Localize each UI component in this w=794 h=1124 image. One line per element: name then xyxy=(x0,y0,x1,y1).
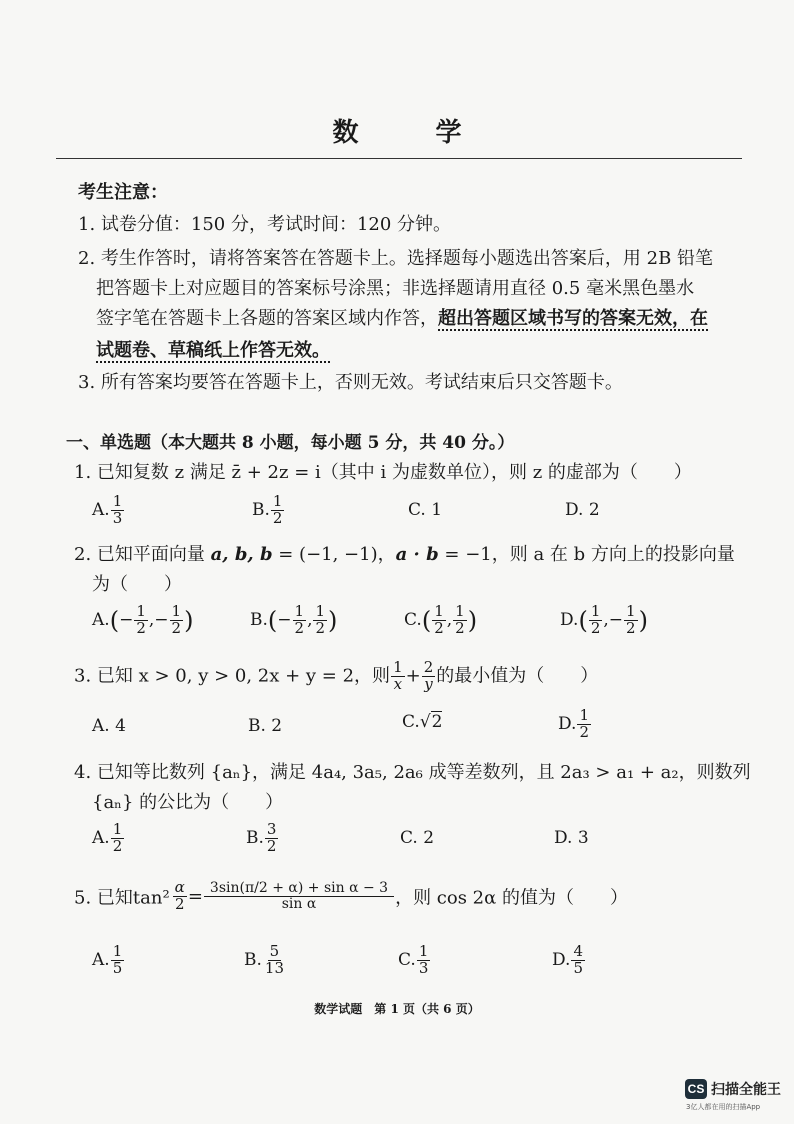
fraction xyxy=(624,604,638,637)
fraction xyxy=(422,660,436,693)
frac-den: 2 xyxy=(434,618,444,637)
paren: ) xyxy=(467,606,478,635)
frac-den: y xyxy=(424,674,433,693)
fraction xyxy=(293,604,307,637)
option-label: A. xyxy=(92,499,110,520)
frac-den: 2 xyxy=(171,618,182,637)
q2-option-b xyxy=(250,604,337,637)
equals: = xyxy=(187,885,203,907)
q2-stem-mid: = (−1, −1)， xyxy=(272,544,396,565)
q4-option-b xyxy=(246,822,279,855)
paren: ( xyxy=(421,606,432,635)
notice-heading: 考生注意： xyxy=(78,182,168,203)
option-label: D. xyxy=(558,713,577,734)
fraction-main xyxy=(204,881,394,911)
frac-num: 5 xyxy=(269,942,280,960)
notice-item-3: 3. 所有答案均要答在答题卡上，否则无效。考试结束后只交答题卡。 xyxy=(78,372,623,393)
paren: ) xyxy=(328,606,338,635)
notice-item-2-line-3 xyxy=(96,304,708,330)
option-label: B. xyxy=(244,949,262,970)
camscanner-logo-icon: CS xyxy=(685,1079,707,1099)
frac-den: 13 xyxy=(264,958,284,977)
fraction xyxy=(111,822,125,855)
watermark-tagline: 3亿人都在用的扫描App xyxy=(686,1103,761,1111)
fraction xyxy=(134,604,148,637)
q4-option-c: C. 2 xyxy=(400,828,435,848)
option-label: B. xyxy=(246,827,264,848)
frac-num: 1 xyxy=(112,820,123,838)
option-label: D. xyxy=(560,609,579,630)
title-divider xyxy=(56,158,742,159)
frac-den: 2 xyxy=(315,618,326,637)
frac-den: 2 xyxy=(272,508,283,527)
minus: − xyxy=(608,609,624,630)
q5-stem-pre: 5. 已知tan² xyxy=(74,887,170,909)
option-label: A. xyxy=(92,827,110,848)
frac-den: 2 xyxy=(294,618,305,637)
question-5-stem xyxy=(74,880,628,926)
q3-stem-post: 的最小值为（ ） xyxy=(436,665,599,687)
frac-num: 3sin(π/2 + α) + sin α − 3 xyxy=(204,881,394,897)
option-label: A. xyxy=(92,949,110,970)
frac-num: 1 xyxy=(455,602,465,620)
fraction xyxy=(170,604,184,637)
q2-stem-post: = −1，则 a 在 b 方向上的投影向量 xyxy=(438,544,735,565)
option-label: C. xyxy=(404,609,422,630)
q4-option-a xyxy=(92,822,125,855)
fraction xyxy=(417,944,431,977)
option-label: B. xyxy=(252,499,270,520)
fraction xyxy=(313,604,327,637)
section-heading: 一、单选题（本大题共 8 小题，每小题 5 分，共 40 分。） xyxy=(66,433,515,453)
frac-den: 3 xyxy=(418,958,429,977)
watermark-app-name: 扫描全能王 xyxy=(711,1082,781,1098)
option-label: A. xyxy=(92,609,110,630)
option-label: C. xyxy=(398,949,416,970)
q1-option-a xyxy=(92,494,125,527)
fraction-alpha-half xyxy=(173,880,187,913)
notice-item-2-line-4 xyxy=(96,336,330,362)
frac-num: 1 xyxy=(171,602,182,620)
minus: − xyxy=(277,609,292,630)
fraction xyxy=(111,944,125,977)
question-3-stem xyxy=(74,660,598,693)
minus: − xyxy=(154,609,169,630)
notice-item-1: 1. 试卷分值：150 分，考试时间：120 分钟。 xyxy=(78,214,452,235)
paren: ( xyxy=(267,606,278,635)
comma: , xyxy=(148,609,155,630)
question-1-stem: 1. 已知复数 z 满足 z̄ + 2z = i（其中 i 为虚数单位），则 z 的虚部为（ ） xyxy=(74,462,692,483)
frac-den: sin α xyxy=(281,895,317,912)
q3-stem-pre: 3. 已知 x > 0, y > 0, 2x + y = 2，则 xyxy=(74,665,391,687)
page-title: 数 学 xyxy=(332,118,496,148)
fraction xyxy=(263,944,286,977)
plus: + xyxy=(405,665,421,687)
sqrt-icon: √ xyxy=(419,712,431,732)
frac-num: 1 xyxy=(315,602,326,620)
frac-num: 1 xyxy=(418,942,429,960)
frac-den: 5 xyxy=(573,958,583,977)
q5-option-c xyxy=(398,944,431,977)
frac-den: 2 xyxy=(112,836,123,855)
frac-num: 1 xyxy=(272,492,283,510)
frac-num: 1 xyxy=(393,658,403,676)
frac-num: 4 xyxy=(573,942,583,960)
question-2-stem xyxy=(74,540,735,566)
frac-den: 2 xyxy=(136,618,146,637)
q2-option-c xyxy=(404,604,477,637)
frac-num: 2 xyxy=(423,658,434,676)
frac-num: 3 xyxy=(266,820,277,838)
frac-num: 1 xyxy=(112,942,123,960)
page-footer: 数学试题 第 1 页（共 6 页） xyxy=(314,1002,480,1016)
q2-option-d xyxy=(560,604,648,637)
frac-den: 5 xyxy=(112,958,123,977)
frac-num: 1 xyxy=(579,706,589,724)
notice-item-2-line-1: 2. 考生作答时，请将答案答在答题卡上。选择题每小题选出答案后，用 2B 铅笔 xyxy=(78,248,714,269)
frac-den: 2 xyxy=(579,722,589,741)
fraction xyxy=(432,604,446,637)
q1-option-b xyxy=(252,494,285,527)
frac-num: 1 xyxy=(112,492,123,510)
frac-num: α xyxy=(174,878,185,896)
q3-option-a: A. 4 xyxy=(92,716,126,736)
frac-num: 1 xyxy=(590,602,601,620)
q1-option-c: C. 1 xyxy=(408,500,443,520)
question-2-stem-line-2: 为（ ） xyxy=(92,574,182,595)
notice-emphasis-text: 超出答题区域书写的答案无效，在 xyxy=(438,308,708,329)
q5-stem-post: ，则 cos 2α 的值为（ ） xyxy=(395,887,629,909)
minus: − xyxy=(119,609,134,630)
frac-den: 2 xyxy=(590,618,601,637)
paren: ) xyxy=(184,606,194,635)
q3-option-b: B. 2 xyxy=(248,716,283,736)
q5-option-d xyxy=(552,944,586,977)
q1-option-d: D. 2 xyxy=(565,500,600,520)
frac-den: 2 xyxy=(174,894,185,913)
fraction xyxy=(589,604,603,637)
notice-emphasis-text-2: 试题卷、草稿纸上作答无效。 xyxy=(96,340,330,361)
option-label: C. xyxy=(402,712,420,732)
frac-den: 2 xyxy=(455,618,465,637)
q2-dot-product: a · b xyxy=(395,544,439,565)
comma: , xyxy=(603,609,609,630)
comma: , xyxy=(307,609,313,630)
q3-option-c xyxy=(402,712,442,732)
q5-option-a xyxy=(92,944,125,977)
fraction xyxy=(265,822,279,855)
question-4-stem: 4. 已知等比数列 {aₙ}，满足 4a₄, 3a₅, 2a₆ 成等差数列，且 2a₃ > a₁ + a₂，则数列 xyxy=(74,762,751,783)
frac-num: 1 xyxy=(136,602,146,620)
q5-option-b xyxy=(244,944,287,977)
frac-den: 2 xyxy=(626,618,636,637)
question-4-stem-line-2: {aₙ} 的公比为（ ） xyxy=(92,792,284,813)
sqrt-value: 2 xyxy=(431,712,443,732)
frac-den: x xyxy=(393,674,403,693)
fraction xyxy=(571,944,585,977)
fraction xyxy=(391,660,405,693)
option-label: D. xyxy=(552,949,571,970)
paren: ( xyxy=(109,606,120,635)
q2-vectors: a, b, b xyxy=(210,544,273,565)
q4-option-d: D. 3 xyxy=(554,828,589,848)
option-label: B. xyxy=(250,609,268,630)
q3-option-d xyxy=(558,708,592,741)
comma: , xyxy=(446,609,453,630)
q2-stem-pre: 2. 已知平面向量 xyxy=(74,544,211,565)
fraction xyxy=(111,494,125,527)
fraction xyxy=(453,604,467,637)
frac-num: 1 xyxy=(434,602,444,620)
q2-option-a xyxy=(92,604,193,637)
notice-plain-text: 签字笔在答题卡上各题的答案区域内作答， xyxy=(96,308,438,329)
paren: ( xyxy=(578,606,588,635)
frac-den: 2 xyxy=(266,836,277,855)
frac-num: 1 xyxy=(626,602,636,620)
frac-den: 3 xyxy=(112,508,123,527)
paren: ) xyxy=(638,606,648,635)
notice-item-2-line-2: 把答题卡上对应题目的答案标号涂黑；非选择题请用直径 0.5 毫米黑色墨水 xyxy=(96,278,695,299)
frac-num: 1 xyxy=(294,602,305,620)
fraction xyxy=(577,708,591,741)
fraction xyxy=(271,494,285,527)
